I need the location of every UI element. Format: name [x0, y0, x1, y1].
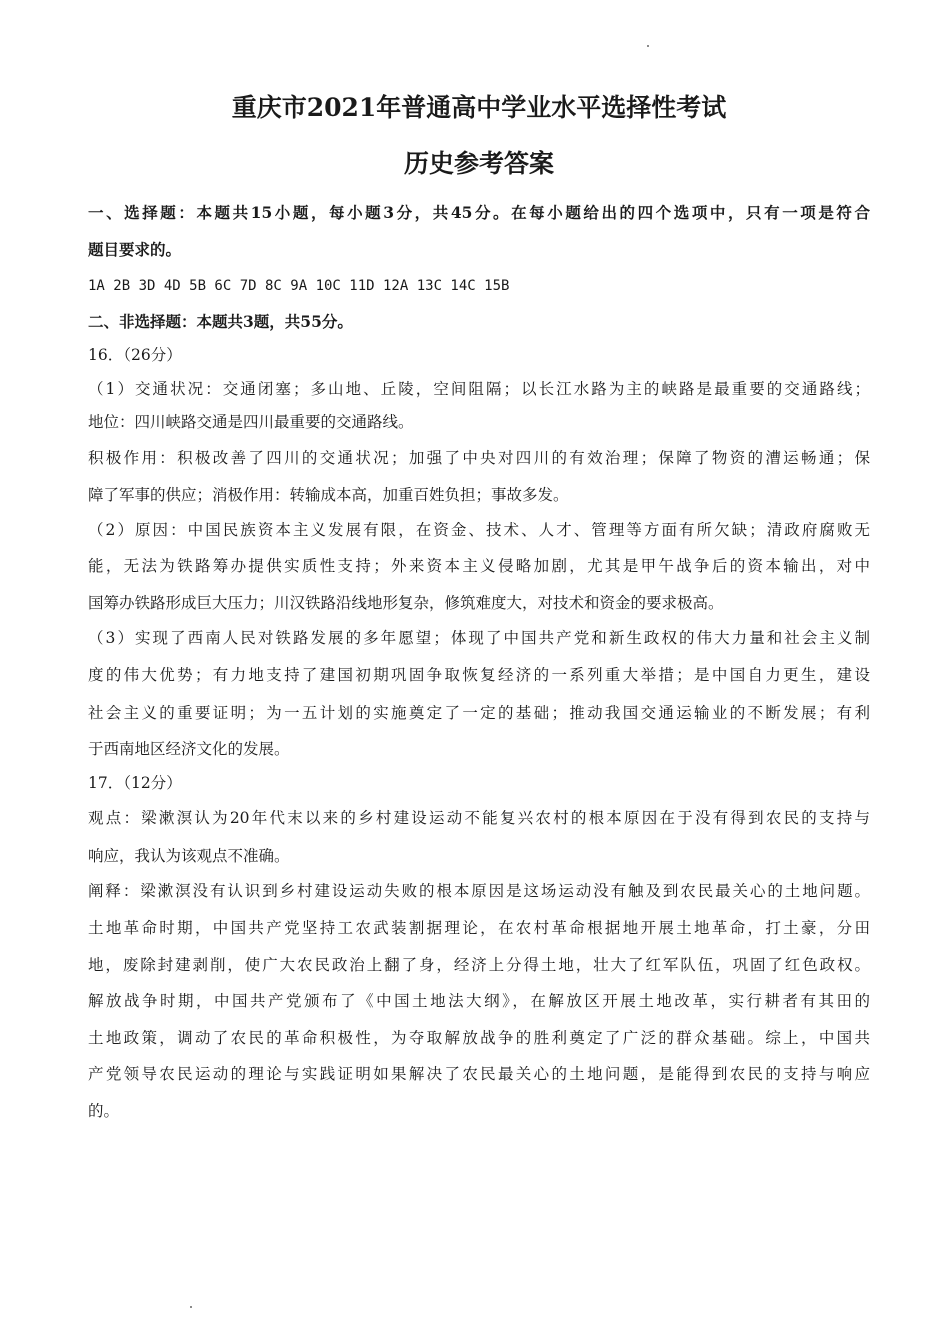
- q17-line: 土地革命时期，中国共产党坚持工农武装割据理论，在农村革命根据地开展土地革命，打土豪，分田: [88, 919, 870, 937]
- q16-heading: 16．（26分）: [88, 346, 182, 364]
- q16-line: 国筹办铁路形成巨大压力；川汉铁路沿线地形复杂，修筑难度大，对技术和资金的要求极高。: [88, 594, 724, 612]
- q16-line: 社会主义的重要证明；为一五计划的实施奠定了一定的基础；推动我国交通运输业的不断发展；有利: [88, 704, 870, 722]
- q16-line: （2）原因：中国民族资本主义发展有限，在资金、技术、人才、管理等方面有所欠缺；清政府腐败无: [88, 521, 870, 539]
- multiple-choice-answers: 1A 2B 3D 4D 5B 6C 7D 8C 9A 10C 11D 12A 13C 14C 15B: [88, 278, 510, 294]
- scan-speck: [190, 1306, 192, 1308]
- q17-line: 响应，我认为该观点不准确。: [88, 847, 290, 865]
- q16-line: 能，无法为铁路筹办提供实质性支持；外来资本主义侵略加剧，尤其是甲午战争后的资本输出，对中: [88, 557, 870, 575]
- q16-line: 度的伟大优势；有力地支持了建国初期巩固争取恢复经济的一系列重大举措；是中国自力更生，建设: [88, 666, 870, 684]
- q17-heading: 17．（12分）: [88, 774, 182, 792]
- q17-line: 地，废除封建剥削，使广大农民政治上翻了身，经济上分得土地，壮大了红军队伍，巩固了红色政权。: [88, 956, 870, 974]
- q16-line: （1）交通状况：交通闭塞；多山地、丘陵，空间阻隔；以长江水路为主的峡路是最重要的交通路线；: [88, 380, 870, 398]
- scan-speck: [647, 45, 649, 47]
- q16-line: 障了军事的供应；消极作用：转输成本高，加重百姓负担；事故多发。: [88, 486, 569, 504]
- q17-line: 阐释：梁漱溟没有认识到乡村建设运动失败的根本原因是这场运动没有触及到农民最关心的土地问题。: [88, 882, 870, 900]
- q16-line: 积极作用：积极改善了四川的交通状况；加强了中央对四川的有效治理；保障了物资的漕运畅通；保: [88, 449, 870, 467]
- section1-header-line2: 题目要求的。: [88, 240, 182, 259]
- page-subtitle: 历史参考答案: [403, 149, 554, 178]
- q16-line: （3）实现了西南人民对铁路发展的多年愿望；体现了中国共产党和新生政权的伟大力量和社会主义制: [88, 629, 870, 647]
- q16-line: 地位：四川峡路交通是四川最重要的交通路线。: [88, 413, 414, 431]
- page-title: 重庆市2021年普通高中学业水平选择性考试: [231, 93, 727, 122]
- q17-line: 解放战争时期，中国共产党颁布了《中国土地法大纲》，在解放区开展土地改革，实行耕者有其田的: [88, 992, 870, 1010]
- q17-line: 土地政策，调动了农民的革命积极性，为夺取解放战争的胜利奠定了广泛的群众基础。综上，中国共: [88, 1029, 870, 1047]
- q17-line: 观点：梁漱溟认为20年代末以来的乡村建设运动不能复兴农村的根本原因在于没有得到农民的支持与: [88, 809, 870, 827]
- q17-line: 产党领导农民运动的理论与实践证明如果解决了农民最关心的土地问题，是能得到农民的支持与响应: [88, 1065, 870, 1083]
- section2-header: 二、非选择题：本题共3题，共55分。: [88, 312, 353, 331]
- section1-header-line1: 一、选择题：本题共15小题，每小题3分，共45分。在每小题给出的四个选项中，只有一项是符合: [88, 203, 870, 222]
- q17-line: 的。: [88, 1102, 120, 1120]
- q16-line: 于西南地区经济文化的发展。: [88, 740, 290, 758]
